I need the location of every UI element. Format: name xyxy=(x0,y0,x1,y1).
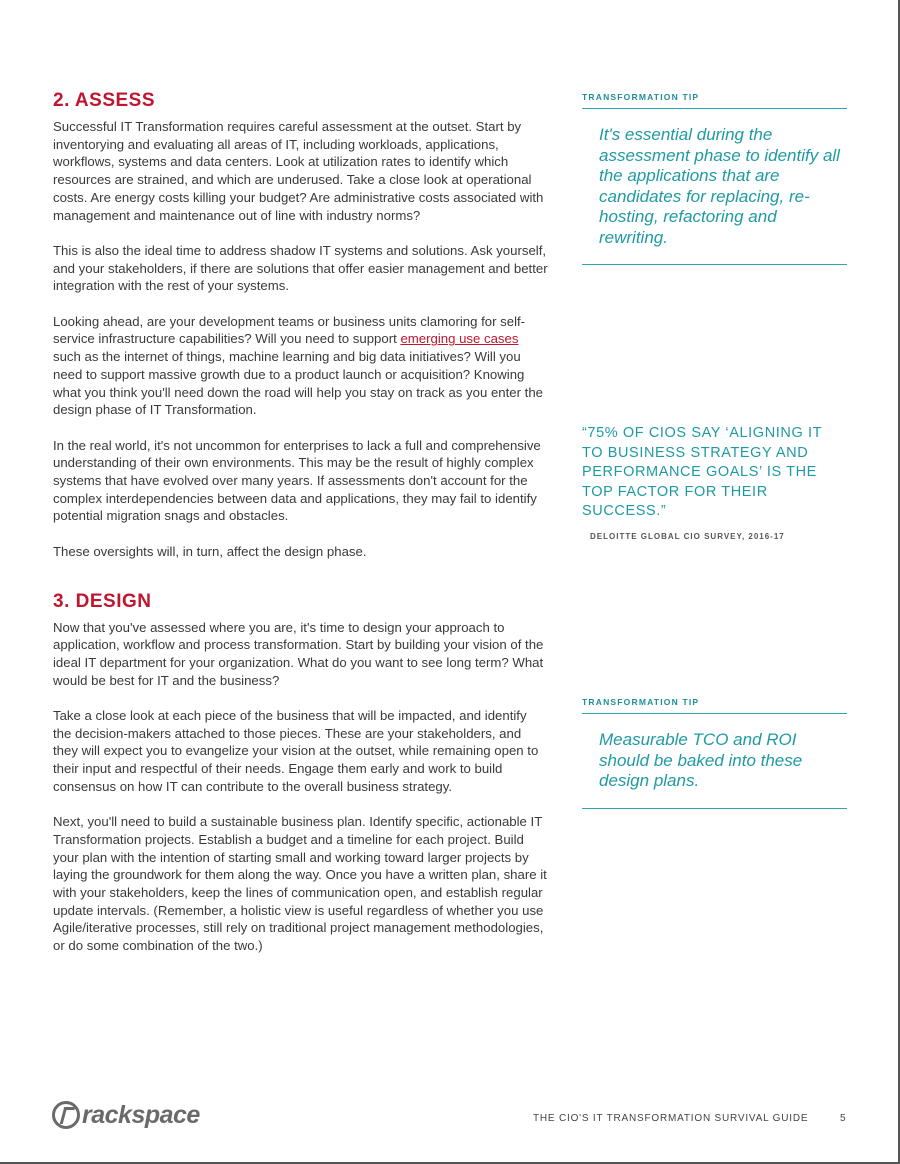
design-heading: 3. DESIGN xyxy=(53,590,152,612)
design-paragraph-1: Now that you've assessed where you are, it's time to design your approach to application, workflow and process transformation. Start by building your vision of the ideal IT department for your organization. What do you want to see long term? What would be best for IT and the business? xyxy=(53,619,544,688)
page-number: 5 xyxy=(840,1113,846,1124)
emerging-use-cases-link[interactable]: emerging use cases xyxy=(400,331,519,347)
tip-box-assess xyxy=(582,92,847,265)
assess-p3-after: such as the internet of things, machine learning and big data initiatives? Will you need to support massive growth due to a product launch or acquisition? Knowing what you think you'll need down the road will help you stay on track as you enter the design phase of IT Transformation. xyxy=(53,349,544,418)
tip-label-assess: TRANSFORMATION TIP xyxy=(582,92,847,109)
quote-source: DELOITTE GLOBAL CIO SURVEY, 2016-17 xyxy=(590,531,785,541)
assess-paragraph-1: Successful IT Transformation requires careful assessment at the outset. Start by inventorying and evaluating all areas of IT, including workloads, applications, workflows, systems and data centers. Look at utilization rates to identify which resources are strained, and which are underused. Take a close look at operational costs. Are energy costs killing your budget? Are administrative costs associated with management and maintenance out of line with industry norms? xyxy=(53,119,544,223)
cio-quote xyxy=(582,424,847,541)
assess-paragraph-2: This is also the ideal time to address shadow IT systems and solutions. Ask yourself, and your stakeholders, if there are solutions that offer easier management and better integration with the rest of your systems. xyxy=(53,242,548,294)
assess-heading: 2. ASSESS xyxy=(53,90,156,111)
design-paragraph-3: Next, you'll need to build a sustainable business plan. Identify specific, actionable IT Transformation projects. Establish a budget and a timeline for each project. Build your plan with the intention of starting small and working toward larger projects by laying the groundwork for them along the way. Once you have a written plan, share it with your stakeholders, keep the lines of communication open, and establish regular update intervals. (Remember, a holistic view is useful regardless of whether you use Agile/iterative processes, still rely on traditional project management methodologies, or do some combination of the two.) xyxy=(53,814,547,954)
assess-paragraph-4: In the real world, it's not uncommon for enterprises to lack a full and comprehensive understanding of their own environments. This may be the result of highly complex systems that have evolved over many years. If assessments don't account for the complex interdependencies between data and applications, they may fail to identify potential migration snags and obstacles. xyxy=(53,437,541,524)
main-content xyxy=(53,90,548,973)
footer-guide-title: THE CIO'S IT TRANSFORMATION SURVIVAL GUIDE xyxy=(533,1113,809,1124)
assess-p3-before: Looking ahead, are your development teams or business units clamoring for self-service infrastructure capabilities? Will you need to support xyxy=(53,313,526,347)
assess-paragraph-5: These oversights will, in turn, affect the design phase. xyxy=(53,543,367,559)
tip-text-assess: It's essential during the assessment phase to identify all the applications that are candidates for replacing, re-hosting, refactoring and rewriting. xyxy=(582,109,847,265)
quote-text: “75% OF CIOS SAY ‘ALIGNING IT TO BUSINESS STRATEGY AND PERFORMANCE GOALS’ IS THE TOP FACTOR FOR THEIR SUCCESS.” xyxy=(582,425,822,519)
assess-paragraph-3 xyxy=(53,313,548,419)
rackspace-logo-icon xyxy=(52,1101,80,1129)
rackspace-logo xyxy=(52,1098,200,1132)
tip-label-design: TRANSFORMATION TIP xyxy=(582,697,847,714)
rackspace-logo-text: rackspace xyxy=(82,1100,200,1129)
design-paragraph-2: Take a close look at each piece of the business that will be impacted, and identify the decision-makers attached to those pieces. These are your stakeholders, and they will expect you to evangelize your vision at the outset, while remaining open to their input and respectful of their needs. Engage them early and work to build consensus on how IT can contribute to the overall business strategy. xyxy=(53,708,539,794)
tip-box-design xyxy=(582,697,847,809)
tip-text-design: Measurable TCO and ROI should be baked into these design plans. xyxy=(582,714,847,809)
